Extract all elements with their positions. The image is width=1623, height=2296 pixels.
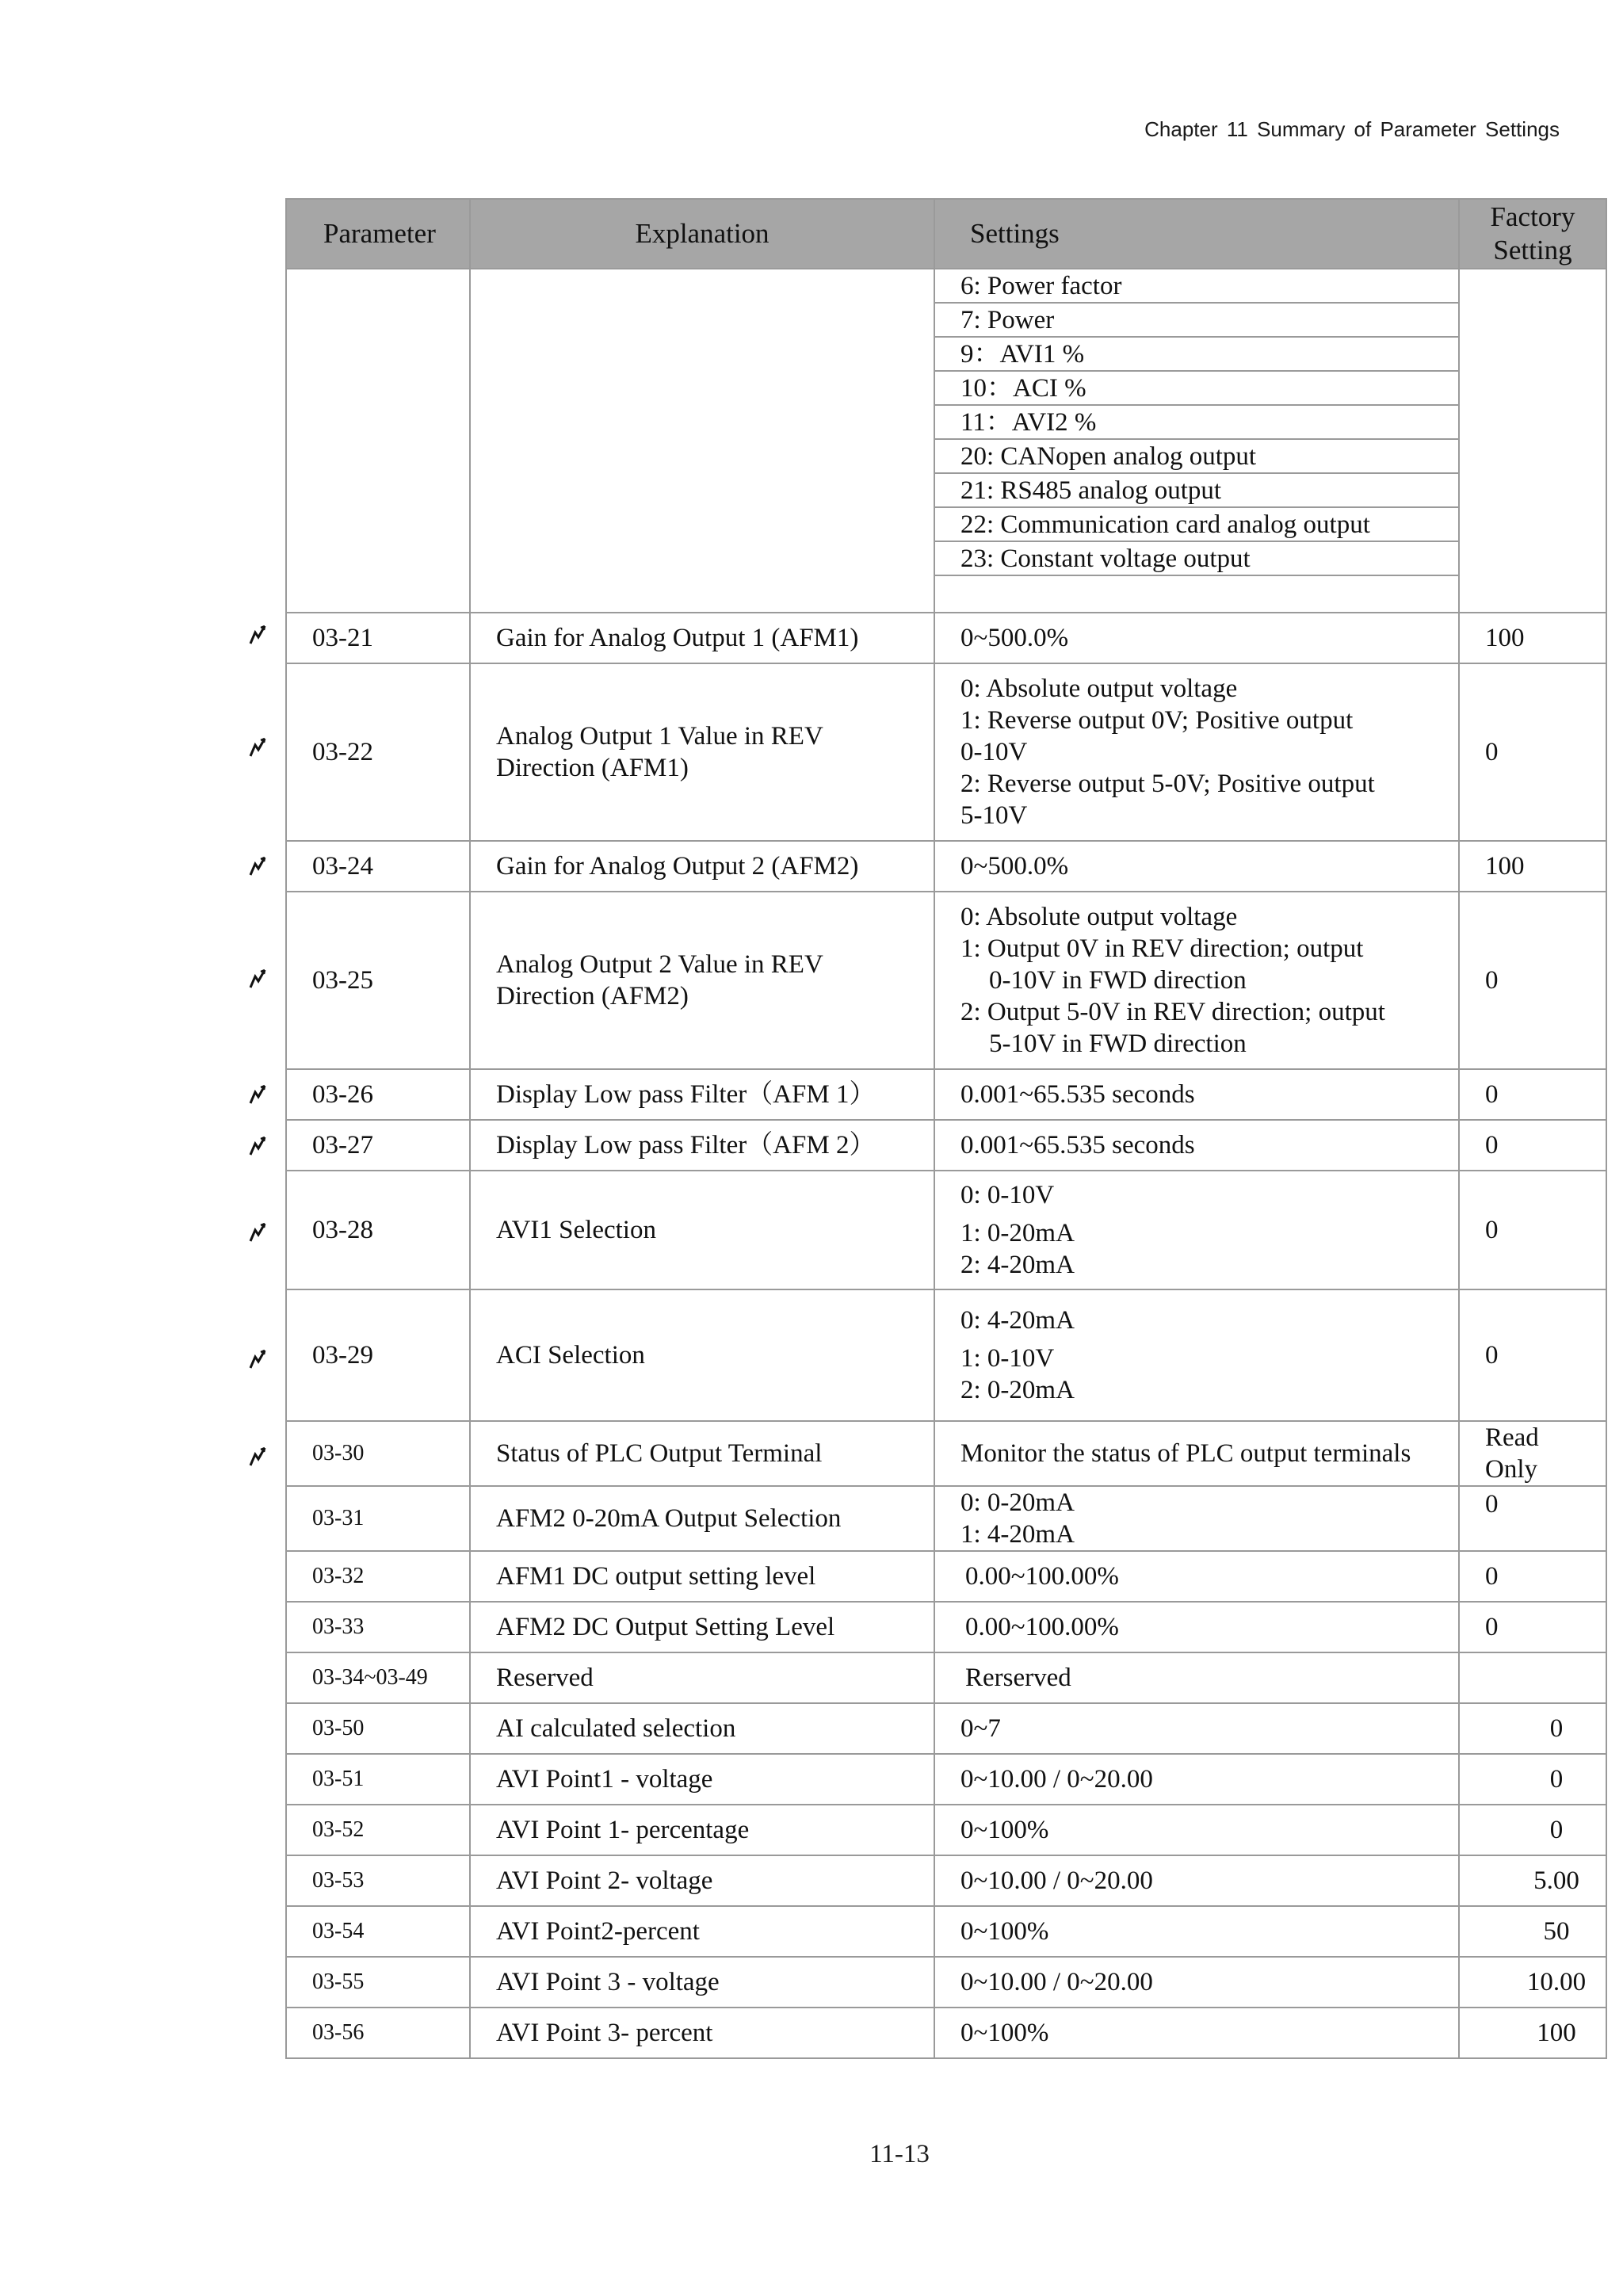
param-code: 03-34~03-49 — [286, 1652, 470, 1703]
param-code: 03-21 — [286, 613, 470, 663]
table-row — [286, 1957, 1606, 2008]
factory-value: 10.00 — [1459, 1957, 1606, 2008]
param-explanation: Reserved — [470, 1652, 934, 1703]
param-code: 03-32 — [286, 1551, 470, 1602]
param-explanation: AVI Point 3- percent — [470, 2008, 934, 2058]
param-cell — [286, 269, 470, 613]
page-number: 11-13 — [869, 2140, 930, 2168]
setting-line: 1: 4-20mA — [960, 1520, 1075, 1549]
setting-line: 1: 0-20mA — [960, 1219, 1075, 1247]
table-row — [286, 1421, 1606, 1486]
explanation-line: Direction (AFM1) — [496, 754, 689, 782]
settable-during-operation-icon — [246, 735, 269, 759]
param-settings: 0~100% — [934, 2008, 1459, 2058]
factory-value: 100 — [1459, 841, 1606, 892]
setting-option: 21: RS485 analog output — [935, 474, 1458, 508]
setting-line: 0: Absolute output voltage — [960, 674, 1238, 703]
setting-line: 1: Reverse output 0V; Positive output — [960, 706, 1354, 735]
table-row — [286, 1855, 1606, 1906]
factory-value: 0 — [1459, 1551, 1606, 1602]
settable-during-operation-icon — [246, 1083, 269, 1106]
setting-line: 2: Output 5-0V in REV direction; output — [960, 998, 1385, 1026]
param-explanation: AVI Point 1- percentage — [470, 1805, 934, 1855]
param-settings: 0~100% — [934, 1805, 1459, 1855]
param-explanation: AFM2 0-20mA Output Selection — [470, 1486, 934, 1551]
factory-value: 0 — [1459, 1602, 1606, 1652]
header-settings: Settings — [934, 199, 1459, 269]
factory-cell — [1459, 269, 1606, 613]
table-row-continuation — [286, 269, 1606, 613]
table-row — [286, 1171, 1606, 1289]
setting-line: 0-10V — [960, 738, 1028, 766]
table-row — [286, 1906, 1606, 1957]
param-settings: 0~500.0% — [934, 841, 1459, 892]
param-explanation: AFM1 DC output setting level — [470, 1551, 934, 1602]
explanation-line: Analog Output 2 Value in REV — [496, 950, 823, 979]
setting-option: 11：AVI2 % — [935, 406, 1458, 440]
param-code: 03-53 — [286, 1855, 470, 1906]
param-settings: 0.001~65.535 seconds — [934, 1069, 1459, 1120]
setting-line: 0-10V in FWD direction — [989, 966, 1247, 995]
factory-value: 0 — [1459, 1805, 1606, 1855]
param-code: 03-27 — [286, 1120, 470, 1171]
param-settings: 0~7 — [934, 1703, 1459, 1754]
param-settings — [934, 663, 1459, 841]
param-settings: 0~10.00 / 0~20.00 — [934, 1754, 1459, 1805]
setting-option: 9：AVI1 % — [935, 338, 1458, 372]
setting-line: 0: 0-10V — [960, 1181, 1055, 1209]
param-explanation: AI calculated selection — [470, 1703, 934, 1754]
param-settings: 0~10.00 / 0~20.00 — [934, 1957, 1459, 2008]
setting-line: 0: 0-20mA — [960, 1488, 1075, 1517]
table-row — [286, 1703, 1606, 1754]
factory-value: 100 — [1459, 2008, 1606, 2058]
factory-value: 0 — [1459, 1289, 1606, 1421]
factory-value: 0 — [1459, 1120, 1606, 1171]
param-code: 03-50 — [286, 1703, 470, 1754]
table-header-row — [286, 199, 1606, 269]
table-row — [286, 2008, 1606, 2058]
factory-value: 0 — [1459, 1754, 1606, 1805]
setting-option: 10：ACI % — [935, 372, 1458, 406]
setting-line: 5-10V in FWD direction — [989, 1030, 1247, 1058]
param-explanation: Status of PLC Output Terminal — [470, 1421, 934, 1486]
parameter-table — [285, 198, 1607, 2059]
param-explanation: ACI Selection — [470, 1289, 934, 1421]
header-factory-line2: Setting — [1493, 235, 1572, 266]
param-explanation: Gain for Analog Output 2 (AFM2) — [470, 841, 934, 892]
table-row — [286, 613, 1606, 663]
param-settings — [934, 1486, 1459, 1551]
param-settings — [934, 1171, 1459, 1289]
table-row — [286, 1602, 1606, 1652]
setting-line: 0: Absolute output voltage — [960, 903, 1238, 931]
table-row — [286, 1652, 1606, 1703]
table-row — [286, 1069, 1606, 1120]
param-code: 03-55 — [286, 1957, 470, 2008]
param-code: 03-28 — [286, 1171, 470, 1289]
param-explanation: AVI Point2-percent — [470, 1906, 934, 1957]
factory-value: 50 — [1459, 1906, 1606, 1957]
settable-during-operation-icon — [246, 1134, 269, 1158]
param-code: 03-30 — [286, 1421, 470, 1486]
setting-line: 2: 0-20mA — [960, 1376, 1075, 1404]
param-explanation: Display Low pass Filter（AFM 2） — [470, 1120, 934, 1171]
param-code: 03-25 — [286, 892, 470, 1069]
factory-value: 0 — [1459, 1486, 1606, 1551]
explanation-line: Direction (AFM2) — [496, 982, 689, 1010]
param-settings: 0.00~100.00% — [934, 1602, 1459, 1652]
settable-during-operation-icon — [246, 854, 269, 878]
header-explanation: Explanation — [470, 199, 934, 269]
setting-option: 20: CANopen analog output — [935, 440, 1458, 474]
settable-during-operation-icon — [246, 967, 269, 991]
param-settings: 0~100% — [934, 1906, 1459, 1957]
param-code: 03-52 — [286, 1805, 470, 1855]
header-parameter: Parameter — [286, 199, 470, 269]
setting-option: 22: Communication card analog output — [935, 508, 1458, 542]
param-code: 03-51 — [286, 1754, 470, 1805]
param-explanation: AVI Point 2- voltage — [470, 1855, 934, 1906]
param-settings: Monitor the status of PLC output terminals — [934, 1421, 1459, 1486]
setting-line: 1: Output 0V in REV direction; output — [960, 934, 1364, 963]
explanation-line: Analog Output 1 Value in REV — [496, 722, 823, 751]
table-row — [286, 841, 1606, 892]
setting-line: 2: Reverse output 5-0V; Positive output — [960, 770, 1375, 798]
setting-line: 0: 4-20mA — [960, 1306, 1075, 1335]
param-code: 03-31 — [286, 1486, 470, 1551]
param-explanation: AFM2 DC Output Setting Level — [470, 1602, 934, 1652]
param-code: 03-26 — [286, 1069, 470, 1120]
factory-line: Only — [1485, 1455, 1537, 1484]
param-code: 03-24 — [286, 841, 470, 892]
param-explanation: Display Low pass Filter（AFM 1） — [470, 1069, 934, 1120]
param-settings — [934, 1289, 1459, 1421]
table-row — [286, 892, 1606, 1069]
setting-line: 5-10V — [960, 801, 1028, 830]
table-row — [286, 1805, 1606, 1855]
param-code: 03-29 — [286, 1289, 470, 1421]
settable-during-operation-icon — [246, 623, 269, 647]
setting-line: 1: 0-10V — [960, 1344, 1055, 1373]
param-code: 03-56 — [286, 2008, 470, 2058]
factory-value: 0 — [1459, 663, 1606, 841]
table-row — [286, 663, 1606, 841]
settings-list — [935, 269, 1458, 611]
factory-value: 5.00 — [1459, 1855, 1606, 1906]
factory-line: Read — [1485, 1423, 1539, 1452]
table-row — [286, 1120, 1606, 1171]
param-explanation — [470, 892, 934, 1069]
settable-during-operation-icon — [246, 1221, 269, 1244]
param-explanation: AVI Point 3 - voltage — [470, 1957, 934, 2008]
table-row — [286, 1486, 1606, 1551]
param-explanation: AVI Point1 - voltage — [470, 1754, 934, 1805]
param-explanation: Gain for Analog Output 1 (AFM1) — [470, 613, 934, 663]
param-code: 03-54 — [286, 1906, 470, 1957]
param-settings: Rerserved — [934, 1652, 1459, 1703]
param-code: 03-22 — [286, 663, 470, 841]
param-explanation: AVI1 Selection — [470, 1171, 934, 1289]
table-row — [286, 1289, 1606, 1421]
table-row — [286, 1551, 1606, 1602]
explanation-cell — [470, 269, 934, 613]
factory-value: 0 — [1459, 1069, 1606, 1120]
settings-cell — [934, 269, 1459, 613]
factory-value: 0 — [1459, 1703, 1606, 1754]
settable-during-operation-icon — [246, 1347, 269, 1371]
factory-value: 100 — [1459, 613, 1606, 663]
param-settings — [934, 892, 1459, 1069]
header-factory-setting — [1459, 199, 1606, 269]
param-settings: 0.00~100.00% — [934, 1551, 1459, 1602]
setting-option — [935, 576, 1458, 611]
setting-option: 23: Constant voltage output — [935, 542, 1458, 576]
settable-during-operation-icon — [246, 1445, 269, 1469]
factory-value — [1459, 1421, 1606, 1486]
setting-line: 2: 4-20mA — [960, 1251, 1075, 1279]
param-code: 03-33 — [286, 1602, 470, 1652]
table-row — [286, 1754, 1606, 1805]
factory-value: 0 — [1459, 1171, 1606, 1289]
param-settings: 0~10.00 / 0~20.00 — [934, 1855, 1459, 1906]
chapter-header: Chapter 11 Summary of Parameter Settings — [1144, 117, 1560, 141]
param-settings: 0.001~65.535 seconds — [934, 1120, 1459, 1171]
param-explanation — [470, 663, 934, 841]
param-settings: 0~500.0% — [934, 613, 1459, 663]
factory-value — [1459, 1652, 1606, 1703]
setting-option: 6: Power factor — [935, 269, 1458, 304]
factory-value: 0 — [1459, 892, 1606, 1069]
header-factory-line1: Factory — [1490, 201, 1575, 232]
setting-option: 7: Power — [935, 304, 1458, 338]
